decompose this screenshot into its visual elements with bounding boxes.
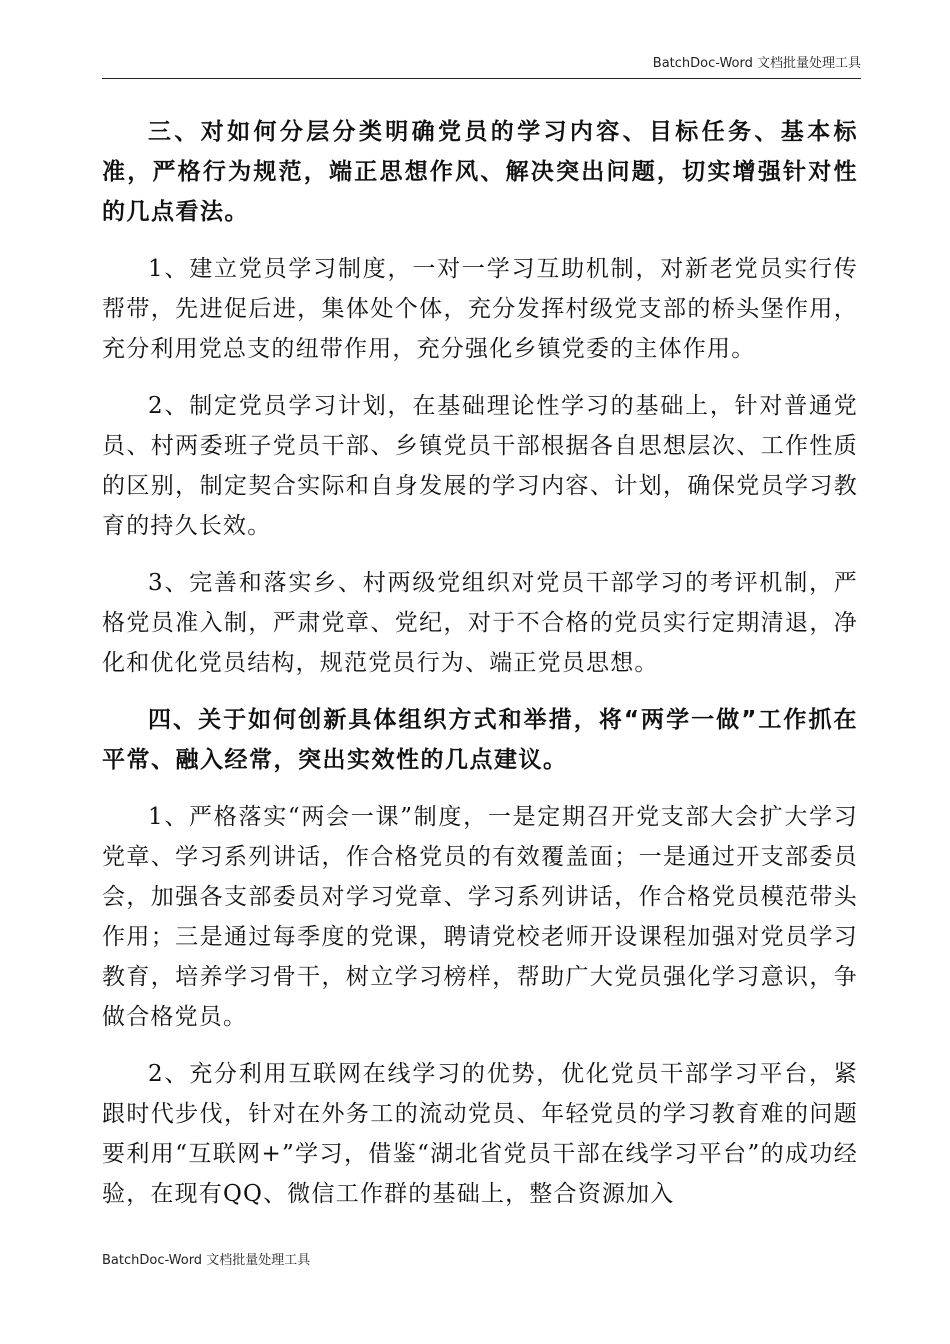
paragraph: 2、制定党员学习计划，在基础理论性学习的基础上，针对普通党员、村两委班子党员干部、乡镇党员干部根据各自思想层次、工作性质的区别，制定契合实际和自身发展的学习内容、计划，确保党员学习教育的持久长效。 <box>102 393 858 539</box>
section-heading-4: 四、关于如何创新具体组织方式和举措，将“两学一做”工作抓在平常、融入经常，突出实效性的几点建议。 <box>102 707 858 773</box>
page-footer <box>102 1253 310 1269</box>
paragraph: 1、严格落实“两会一课”制度，一是定期召开党支部大会扩大学习党章、学习系列讲话，作合格党员的有效覆盖面；一是通过开支部委员会，加强各支部委员对学习党章、学习系列讲话，作合格党员模范带头作用；三是通过每季度的党课，聘请党校老师开设课程加强对党员学习教育，培养学习骨干，树立学习榜样，帮助广大党员强化学习意识，争做合格党员。 <box>102 804 858 1030</box>
paragraph: 2、充分利用互联网在线学习的优势，优化党员干部学习平台，紧跟时代步伐，针对在外务工的流动党员、年轻党员的学习教育难的问题要利用“互联网+”学习，借鉴“湖北省党员干部在线学习平台”的成功经验，在现有QQ、微信工作群的基础上，整合资源加入 <box>102 1061 858 1207</box>
page-header <box>102 56 861 79</box>
paragraph: 1、建立党员学习制度，一对一学习互助机制，对新老党员实行传帮带，先进促后进，集体处个体，充分发挥村级党支部的桥头堡作用，充分利用党总支的纽带作用，充分强化乡镇党委的主体作用。 <box>102 256 858 362</box>
document-body <box>102 112 858 1214</box>
header-text: BatchDoc-Word 文档批量处理工具 <box>652 56 861 71</box>
paragraph: 3、完善和落实乡、村两级党组织对党员干部学习的考评机制，严格党员准入制，严肃党章、党纪，对于不合格的党员实行定期清退，净化和优化党员结构，规范党员行为、端正党员思想。 <box>102 570 858 676</box>
section-heading-3: 三、对如何分层分类明确党员的学习内容、目标任务、基本标准，严格行为规范，端正思想作风、解决突出问题，切实增强针对性的几点看法。 <box>102 119 858 225</box>
footer-text: BatchDoc-Word 文档批量处理工具 <box>102 1253 311 1268</box>
